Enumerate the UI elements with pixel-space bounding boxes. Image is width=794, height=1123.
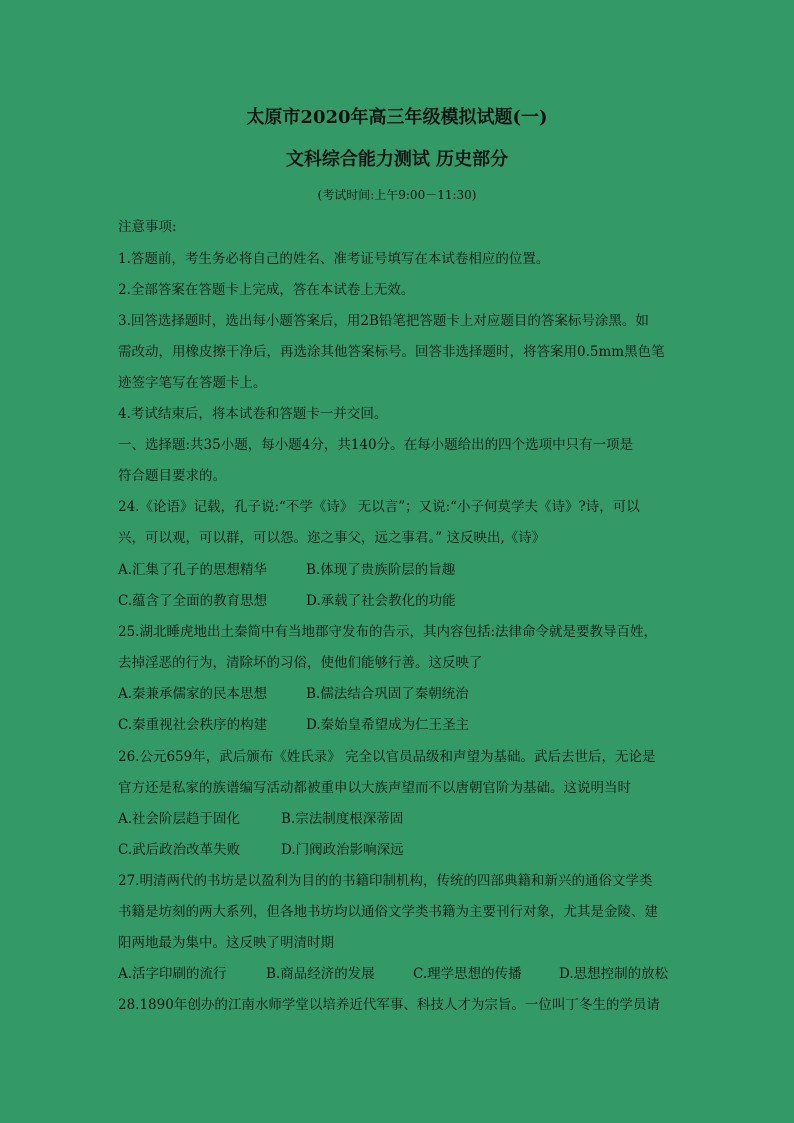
q26-stem-line-2: 官方还是私家的族谱编写活动都被重申以大族声望而不以唐朝官阶为基础。这说明当时 <box>118 780 631 796</box>
notice-item-4: 4.考试结束后，将本试卷和答题卡一并交回。 <box>118 406 388 422</box>
notice-item-2: 2.全部答案在答题卡上完成，答在本试卷上无效。 <box>118 282 415 298</box>
section-instruction-line-2: 符合题目要求的。 <box>118 468 226 484</box>
q27-stem-line-3: 阳两地最为集中。这反映了明清时期 <box>118 935 334 951</box>
q25-option-b: B.儒法结合巩固了秦朝统治 <box>306 686 469 702</box>
q27-option-d: D.思想控制的放松 <box>559 966 669 982</box>
q27-stem-line-1: 27.明清两代的书坊是以盈利为目的的书籍印制机构，传统的四部典籍和新兴的通俗文学类 <box>118 873 653 889</box>
q24-stem-line-2: 兴，可以观，可以群，可以怨。迩之事父，远之事君。” 这反映出,《诗》 <box>118 530 546 546</box>
q27-option-a: A.活字印刷的流行 <box>118 966 227 982</box>
notice-item-3-line-2: 需改动，用橡皮擦干净后，再选涂其他答案标号。回答非选择题时，将答案用0.5mm黑色笔 <box>118 344 665 360</box>
q26-option-a: A.社会阶层趋于固化 <box>118 811 241 827</box>
q24-option-d: D.承载了社会教化的功能 <box>306 593 456 609</box>
q24-stem-line-1: 24.《论语》记载，孔子说:“不学《诗》 无以言”；又说:“小子何莫学夫《诗》?诗，可以 <box>118 499 640 515</box>
q28-stem-line-1: 28.1890年创办的江南水师学堂以培养近代军事、科技人才为宗旨。一位叫丁冬生的学员请 <box>118 997 660 1013</box>
exam-subtitle: 文科综合能力测试 历史部分 <box>285 149 509 170</box>
q26-stem-line-1: 26.公元659年，武后颁布《姓氏录》 完全以官员品级和声望为基础。武后去世后，无论是 <box>118 749 656 765</box>
q25-stem-line-1: 25.湖北睡虎地出土秦简中有当地郡守发布的告示，其内容包括:法律命令就是要教导百姓， <box>118 624 658 640</box>
q26-option-c: C.武后政治改革失败 <box>118 842 241 858</box>
q26-option-d: D.门阀政治影响深远 <box>281 842 404 858</box>
q24-option-c: C.蕴含了全面的教育思想 <box>118 593 268 609</box>
notice-heading: 注意事项: <box>118 219 177 235</box>
notice-item-1: 1.答题前，考生务必将自己的姓名、准考证号填写在本试卷相应的位置。 <box>118 251 550 267</box>
q24-option-a: A.汇集了孔子的思想精华 <box>118 562 268 578</box>
q25-option-c: C.秦重视社会秩序的构建 <box>118 717 268 733</box>
q24-option-b: B.体现了贵族阶层的旨趣 <box>306 562 456 578</box>
exam-time: (考试时间:上午9:00－11:30) <box>317 188 477 202</box>
section-instruction-line-1: 一、选择题:共35小题，每小题4分，共140分。在每小题给出的四个选项中只有一项是 <box>118 437 634 453</box>
q25-option-a: A.秦兼承儒家的民本思想 <box>118 686 268 702</box>
q25-option-d: D.秦始皇希望成为仁王圣主 <box>306 717 470 733</box>
notice-item-3-line-3: 迹签字笔写在答题卡上。 <box>118 375 267 391</box>
q27-option-c: C.理学思想的传播 <box>413 966 522 982</box>
q26-option-b: B.宗法制度根深蒂固 <box>281 811 404 827</box>
q27-stem-line-2: 书籍是坊刻的两大系列，但各地书坊均以通俗文学类书籍为主要刊行对象，尤其是金陵、建 <box>118 904 658 920</box>
q25-stem-line-2: 去掉淫恶的行为，清除坏的习俗，使他们能够行善。这反映了 <box>118 655 483 671</box>
notice-item-3-line-1: 3.回答选择题时，选出每小题答案后，用2B铅笔把答题卡上对应题目的答案标号涂黑。如 <box>118 313 649 329</box>
exam-title: 太原市2020年高三年级模拟试题(一) <box>246 107 548 128</box>
q27-option-b: B.商品经济的发展 <box>266 966 375 982</box>
